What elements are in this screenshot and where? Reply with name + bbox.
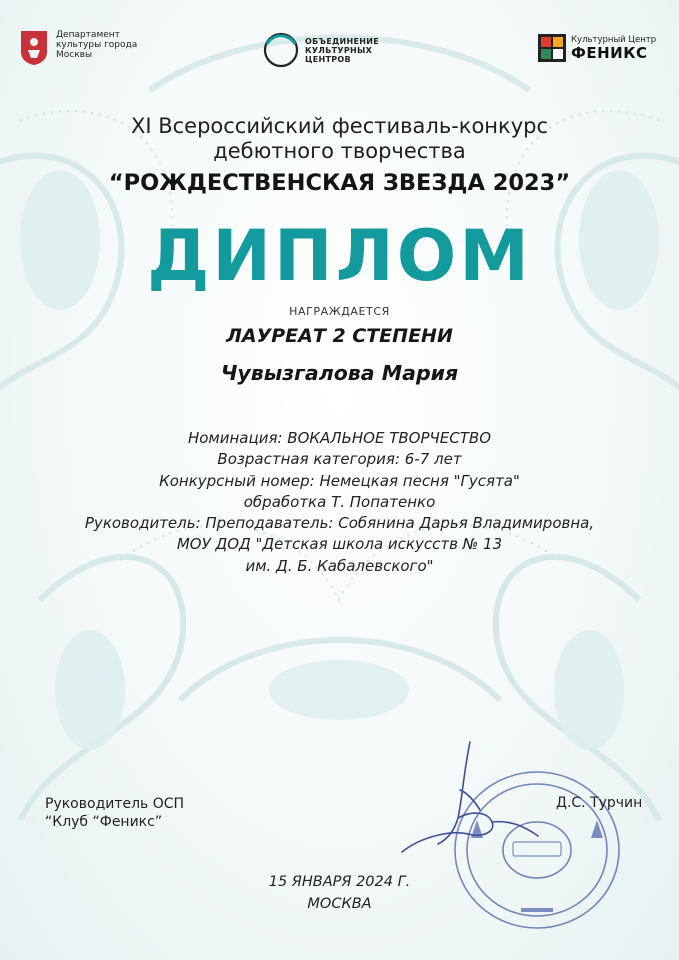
issue-date-place bbox=[0, 871, 679, 915]
recipient-name: Чувызгалова Мария bbox=[220, 361, 459, 385]
festival-title bbox=[0, 114, 679, 198]
fenix-logo bbox=[537, 33, 656, 63]
issue-date: 15 ЯНВАРЯ 2024 Г. bbox=[268, 874, 411, 890]
signatory-role-line-1: Руководитель ОСП bbox=[45, 796, 185, 812]
title-line-2: дебютного творчества bbox=[213, 139, 466, 163]
detail-supervisor: Руководитель: Преподаватель: Собянина Дарья Владимировна, bbox=[84, 514, 595, 533]
moscow-coat-of-arms-icon bbox=[20, 30, 48, 66]
detail-age-category: Возрастная категория: 6-7 лет bbox=[217, 450, 462, 469]
laureate-degree: ЛАУРЕАТ 2 СТЕПЕНИ bbox=[226, 325, 453, 347]
issue-city: МОСКВА bbox=[307, 896, 372, 912]
detail-arrangement: обработка Т. Попатенко bbox=[243, 492, 436, 511]
festival-name: “РОЖДЕСТВЕНСКАЯ ЗВЕЗДА 2023” bbox=[108, 170, 571, 196]
title-line-1: XI Всероссийский фестиваль-конкурс bbox=[130, 114, 549, 138]
okc-name: ОБЪЕДИНЕНИЕ КУЛЬТУРНЫХ ЦЕНТРОВ bbox=[305, 36, 380, 64]
awarded-label: НАГРАЖДАЕТСЯ bbox=[289, 305, 390, 318]
department-name: Департамент культуры города Москвы bbox=[56, 30, 138, 60]
detail-contest-number: Конкурсный номер: Немецкая песня "Гусята" bbox=[159, 471, 520, 490]
moscow-culture-logo bbox=[20, 30, 146, 66]
handwritten-signature bbox=[392, 740, 542, 860]
signatory-role bbox=[45, 795, 184, 831]
signatory-role-line-2: “Клуб “Феникс” bbox=[45, 814, 163, 830]
detail-nomination: Номинация: ВОКАЛЬНОЕ ТВОРЧЕСТВО bbox=[187, 429, 492, 447]
fenix-subtitle: Культурный Центр bbox=[571, 34, 657, 45]
signatory-name: Д.С. Турчин bbox=[556, 795, 643, 811]
fenix-title: ФЕНИКС bbox=[571, 43, 648, 62]
diploma-heading: ДИПЛОМ bbox=[147, 215, 532, 297]
okc-ring-icon bbox=[262, 31, 300, 69]
detail-school-name: им. Д. Б. Кабалевского" bbox=[245, 556, 434, 575]
okc-logo bbox=[262, 31, 387, 69]
detail-school: МОУ ДОД "Детская школа искусств № 13 bbox=[176, 535, 503, 554]
nomination-details bbox=[0, 428, 679, 577]
fenix-square-icon bbox=[537, 33, 567, 63]
